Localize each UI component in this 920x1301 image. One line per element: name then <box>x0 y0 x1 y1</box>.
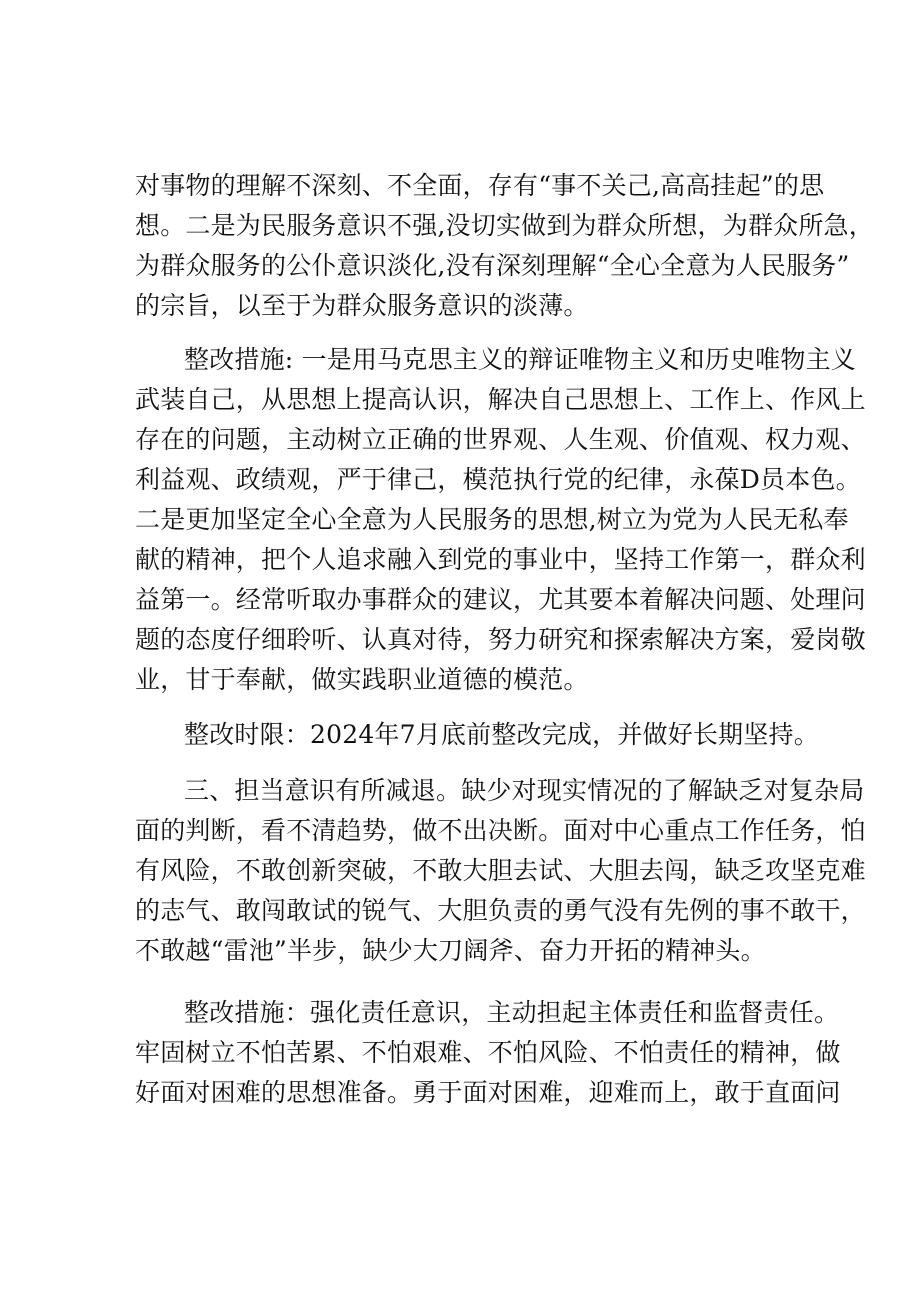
text-line: 不敢越“雷池”半步，缺少大刀阔斧、奋力开拓的精神头。 <box>135 936 766 965</box>
text-line: 想。二是为民服务意识不强,没切实做到为群众所想，为群众所急， <box>135 211 874 240</box>
text-line: 献的精神，把个人追求融入到党的事业中，坚持工作第一，群众利 <box>135 545 866 574</box>
text-line: 利益观、政绩观，严于律己，模范执行党的纪律，永葆D员本色。 <box>135 465 861 494</box>
text-line: 面的判断，看不清趋势，做不出决断。面对中心重点工作任务，怕 <box>135 816 866 845</box>
text-line: 的志气、敢闯敢试的锐气、大胆负责的勇气没有先例的事不敢干， <box>135 896 866 925</box>
text-line: 有风险，不敢创新突破，不敢大胆去试、大胆去闯，缺乏攻坚克难 <box>135 856 866 885</box>
text-line: 益第一。经常听取办事群众的建议，尤其要本着解决问题、处理问 <box>135 585 866 614</box>
text-line: 对事物的理解不深刻、不全面，存有“事不关己,高高挂起”的思 <box>135 171 825 200</box>
text-line: 为群众服务的公仆意识淡化,没有深刻理解“全心全意为人民服务” <box>135 251 850 280</box>
text-line: 武装自己，从思想上提高认识，解决自己思想上、工作上、作风上 <box>135 385 866 414</box>
text-line: 的宗旨，以至于为群众服务意识的淡薄。 <box>135 291 589 320</box>
text-line: 整改措施: 一是用马克思主义的辩证唯物主义和历史唯物主义 <box>184 345 856 374</box>
text-line: 三、担当意识有所减退。缺少对现实情况的了解缺乏对复杂局 <box>184 776 865 805</box>
text-line: 二是更加坚定全心全意为人民服务的思想,树立为党为人民无私奉 <box>135 505 849 534</box>
text-line: 业，甘于奉献，做实践职业道德的模范。 <box>135 665 589 694</box>
text-line: 整改时限：2024年7月底前整改完成，并做好长期坚持。 <box>184 720 819 749</box>
text-line: 存在的问题，主动树立正确的世界观、人生观、价值观、权力观、 <box>135 425 866 454</box>
text-line: 好面对困难的思想准备。勇于面对困难，迎难而上，敢于直面问 <box>135 1078 841 1107</box>
text-line: 牢固树立不怕苦累、不怕艰难、不怕风险、不怕责任的精神，做 <box>135 1038 841 1067</box>
text-line: 题的态度仔细聆听、认真对待，努力研究和探索解决方案，爱岗敬 <box>135 625 866 654</box>
text-line: 整改措施：强化责任意识，主动担起主体责任和监督责任。 <box>184 998 840 1027</box>
